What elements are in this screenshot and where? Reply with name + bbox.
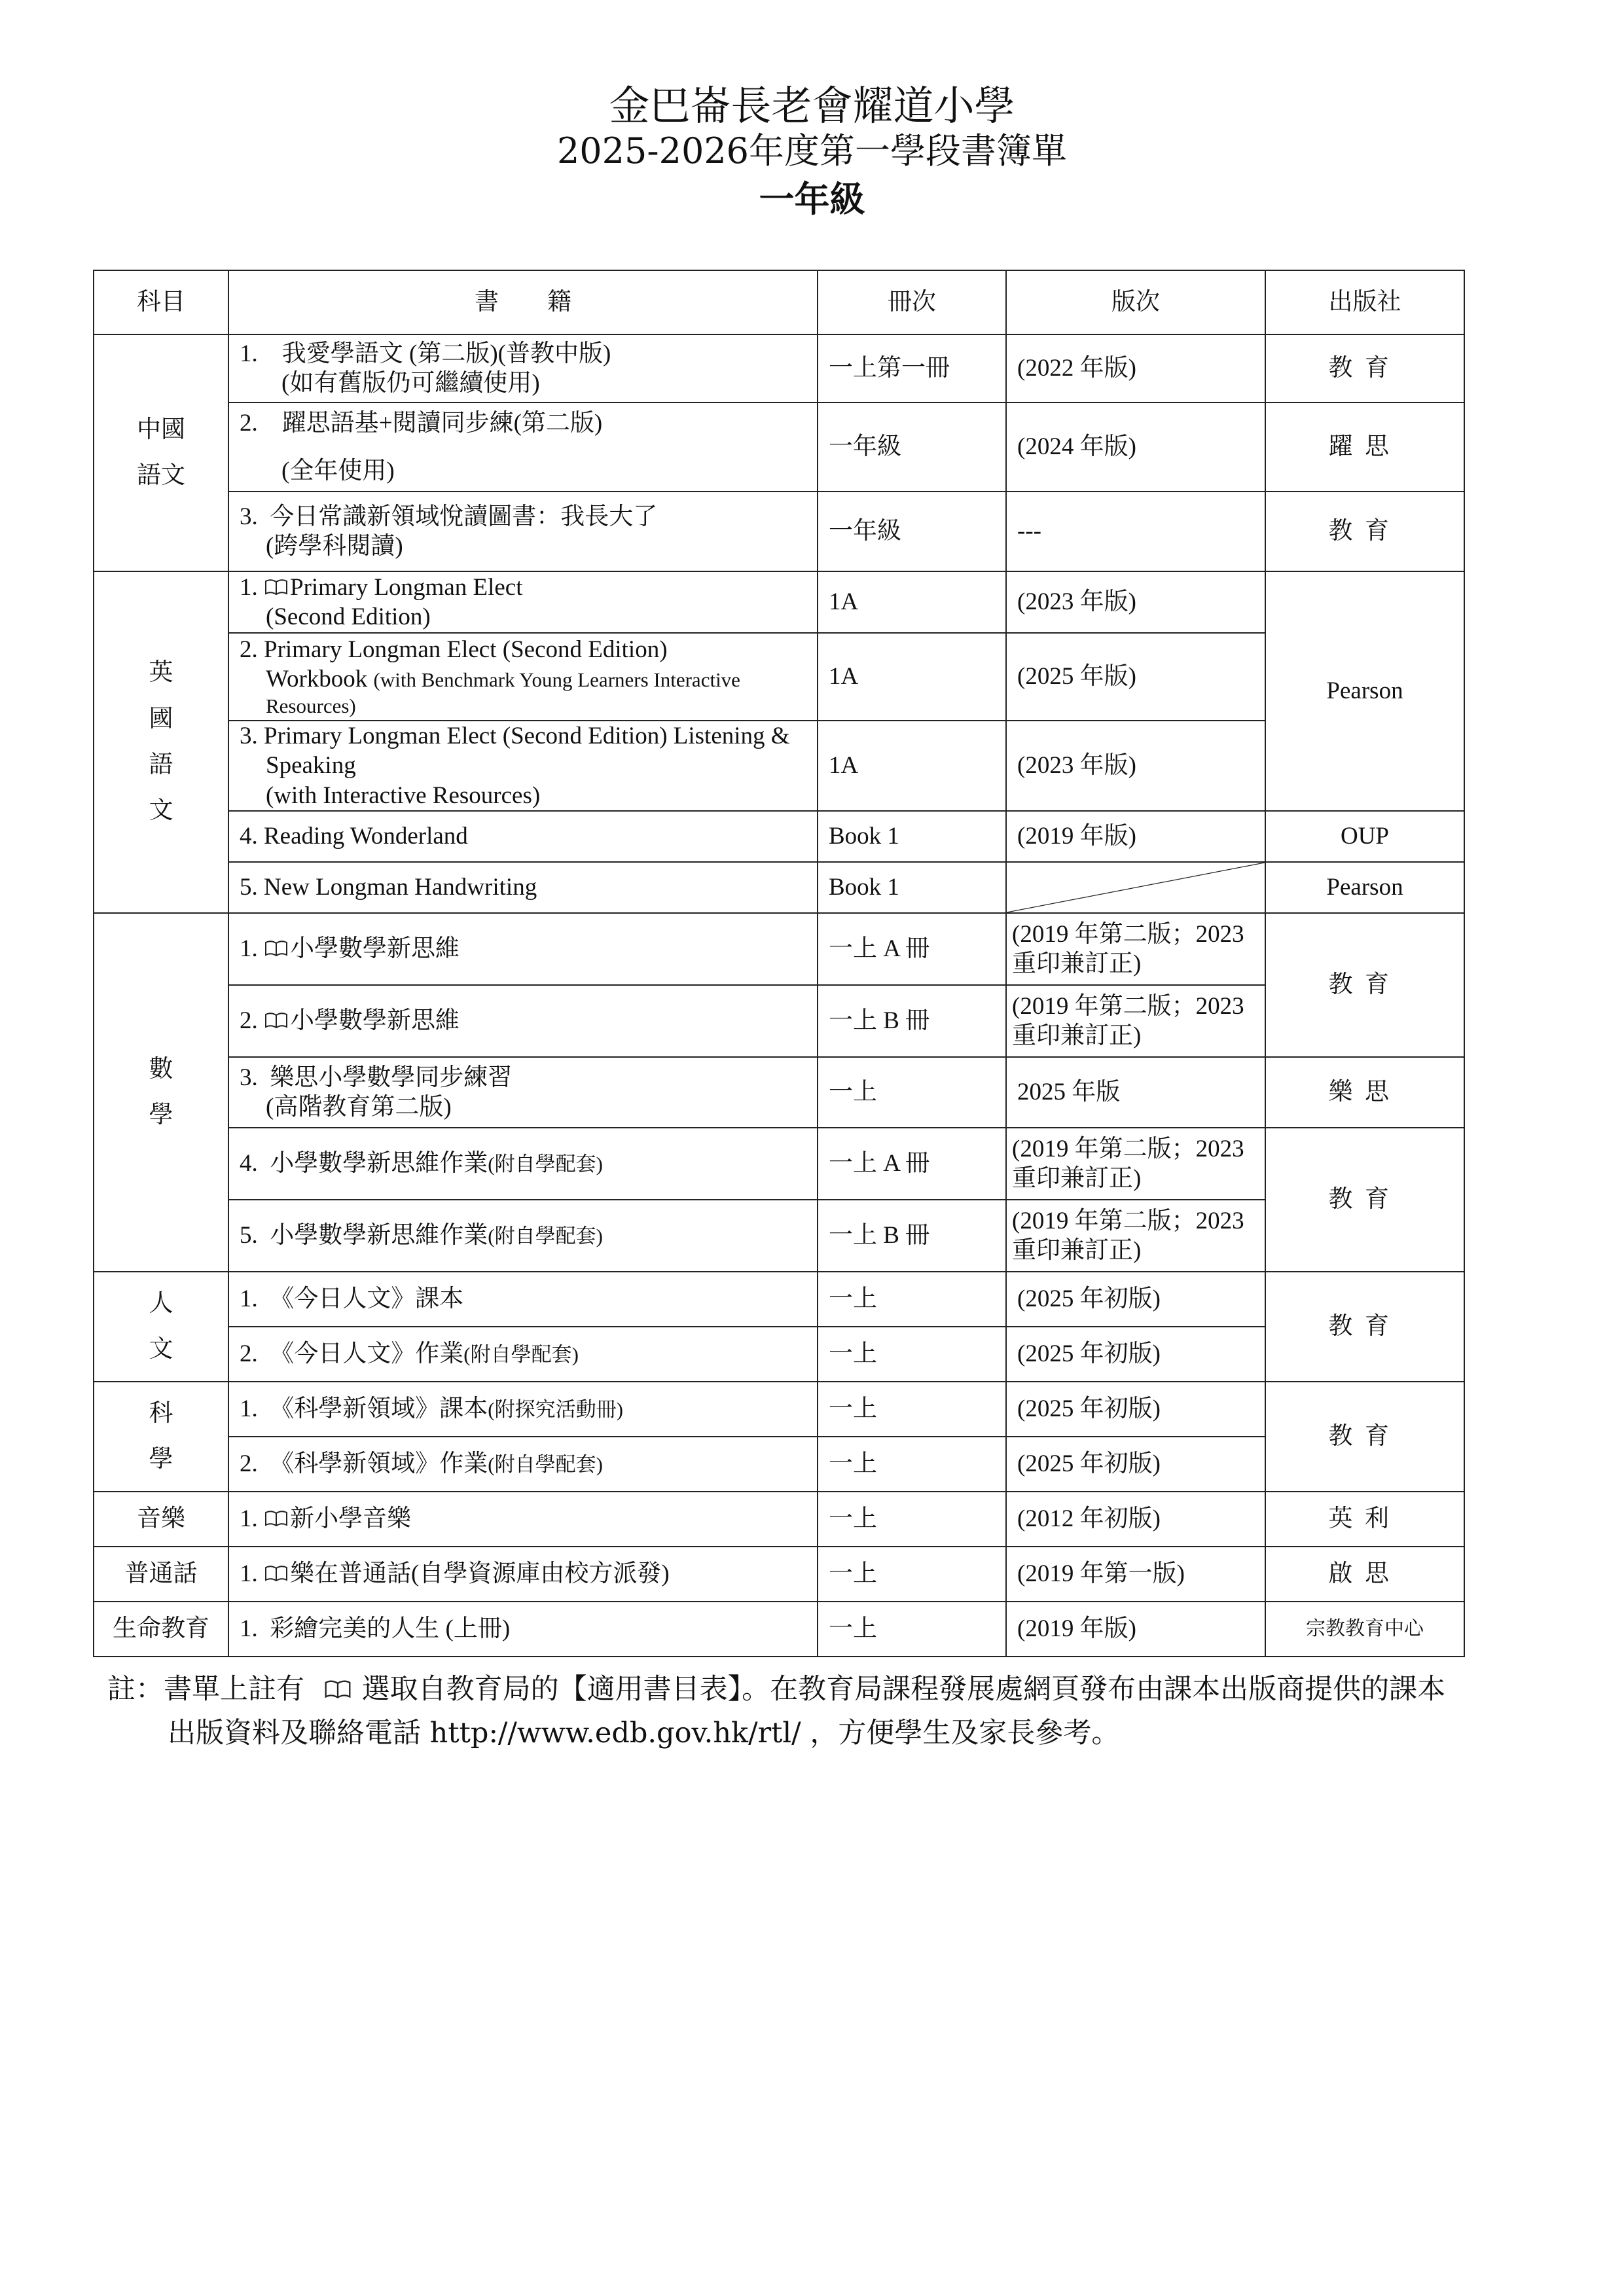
volume-cell: 一上第一冊 bbox=[818, 334, 1006, 403]
volume-cell: 一上 bbox=[818, 1272, 1006, 1327]
subject-humanities: 人 文 bbox=[94, 1272, 228, 1382]
book-list-table bbox=[93, 270, 1465, 1657]
book-cell: 1. 我愛學語文 (第二版)(普教中版) (如有舊版仍可繼續使用) bbox=[228, 334, 818, 403]
table-row bbox=[94, 1547, 1464, 1602]
volume-cell: 一上 bbox=[818, 1382, 1006, 1437]
publisher-cell: 宗教教育中心 bbox=[1265, 1602, 1464, 1657]
subject-life-education: 生命教育 bbox=[94, 1602, 228, 1657]
volume-cell: 一上 bbox=[818, 1547, 1006, 1602]
table-row bbox=[94, 811, 1464, 862]
open-book-icon bbox=[264, 578, 289, 596]
publisher-cell: 教育 bbox=[1265, 913, 1464, 1057]
edition-cell: (2023 年版) bbox=[1006, 721, 1265, 811]
book-cell: 5. 小學數學新思維作業(附自學配套) bbox=[228, 1200, 818, 1272]
publisher-cell: 樂思 bbox=[1265, 1057, 1464, 1128]
subject-english: 英 國 語 文 bbox=[94, 571, 228, 913]
subject-science: 科 學 bbox=[94, 1382, 228, 1492]
header-publisher: 出版社 bbox=[1265, 270, 1464, 334]
book-cell: 1. 彩繪完美的人生 (上冊) bbox=[228, 1602, 818, 1657]
school-name: 金巴崙長老會耀道小學 bbox=[609, 82, 1015, 130]
term-title: 2025-2026年度第一學段書簿單 bbox=[556, 130, 1068, 171]
table-row bbox=[94, 721, 1464, 811]
publisher-cell: Pearson bbox=[1265, 862, 1464, 913]
subject-math: 數 學 bbox=[94, 913, 228, 1272]
table-row bbox=[94, 334, 1464, 403]
publisher-cell: 教育 bbox=[1265, 1128, 1464, 1272]
table-row bbox=[94, 913, 1464, 985]
volume-cell: 一上 A 冊 bbox=[818, 1128, 1006, 1200]
table-row bbox=[94, 571, 1464, 633]
volume-cell: 一上 bbox=[818, 1492, 1006, 1547]
edition-cell: 2025 年版 bbox=[1006, 1057, 1265, 1128]
table-row bbox=[94, 1437, 1464, 1492]
edition-cell: (2019 年第二版；2023 重印兼訂正) bbox=[1006, 1200, 1265, 1272]
volume-cell: 1A bbox=[818, 721, 1006, 811]
volume-cell: 一上 bbox=[818, 1437, 1006, 1492]
publisher-cell: 教育 bbox=[1265, 1382, 1464, 1492]
edition-cell: (2012 年初版) bbox=[1006, 1492, 1265, 1547]
publisher-cell: 教育 bbox=[1265, 492, 1464, 571]
book-cell: 2. 小學數學新思維 bbox=[228, 985, 818, 1057]
volume-cell: 一上 A 冊 bbox=[818, 913, 1006, 985]
open-book-icon bbox=[323, 1679, 353, 1700]
book-cell: 1. 小學數學新思維 bbox=[228, 913, 818, 985]
edition-cell: (2023 年版) bbox=[1006, 571, 1265, 633]
open-book-icon bbox=[264, 939, 289, 958]
volume-cell: 1A bbox=[818, 571, 1006, 633]
volume-cell: 一年級 bbox=[818, 492, 1006, 571]
publisher-cell: 躍思 bbox=[1265, 403, 1464, 492]
publisher-cell: 英利 bbox=[1265, 1492, 1464, 1547]
edition-cell: (2019 年第一版) bbox=[1006, 1547, 1265, 1602]
edition-cell: (2019 年第二版；2023 重印兼訂正) bbox=[1006, 1128, 1265, 1200]
header-subject: 科目 bbox=[94, 270, 228, 334]
edition-cell: (2022 年版) bbox=[1006, 334, 1265, 403]
book-cell: 5. New Longman Handwriting bbox=[228, 862, 818, 913]
book-cell: 2. 《科學新領域》作業(附自學配套) bbox=[228, 1437, 818, 1492]
table-row bbox=[94, 403, 1464, 492]
publisher-cell: Pearson bbox=[1265, 571, 1464, 811]
edition-cell: --- bbox=[1006, 492, 1265, 571]
table-row bbox=[94, 1602, 1464, 1657]
table-row bbox=[94, 985, 1464, 1057]
table-row bbox=[94, 1327, 1464, 1382]
diagonal-line bbox=[1007, 863, 1265, 912]
table-row bbox=[94, 1057, 1464, 1128]
table-row bbox=[94, 1382, 1464, 1437]
book-cell: 3. Primary Longman Elect (Second Edition) Listening & Speaking (with Interactive Resources) bbox=[228, 721, 818, 811]
header-edition: 版次 bbox=[1006, 270, 1265, 334]
volume-cell: 一上 bbox=[818, 1327, 1006, 1382]
edition-cell: (2019 年版) bbox=[1006, 811, 1265, 862]
book-cell: 1. 《今日人文》課本 bbox=[228, 1272, 818, 1327]
volume-cell: Book 1 bbox=[818, 862, 1006, 913]
volume-cell: 1A bbox=[818, 633, 1006, 721]
table-row bbox=[94, 1128, 1464, 1200]
volume-cell: 一上 B 冊 bbox=[818, 985, 1006, 1057]
subject-putonghua: 普通話 bbox=[94, 1547, 228, 1602]
book-cell: 2. Primary Longman Elect (Second Edition) Workbook (with Benchmark Young Learners Interactive Resources) bbox=[228, 633, 818, 721]
edition-cell: (2019 年第二版；2023 重印兼訂正) bbox=[1006, 985, 1265, 1057]
edition-cell: (2025 年版) bbox=[1006, 633, 1265, 721]
open-book-icon bbox=[264, 1564, 289, 1583]
edition-cell: (2025 年初版) bbox=[1006, 1272, 1265, 1327]
edition-cell: (2025 年初版) bbox=[1006, 1382, 1265, 1437]
publisher-cell: OUP bbox=[1265, 811, 1464, 862]
publisher-cell: 教育 bbox=[1265, 1272, 1464, 1382]
book-cell: 3. 樂思小學數學同步練習 (高階教育第二版) bbox=[228, 1057, 818, 1128]
header-book: 書 籍 bbox=[228, 270, 818, 334]
open-book-icon bbox=[264, 1011, 289, 1030]
table-row bbox=[94, 1200, 1464, 1272]
header-volume: 冊次 bbox=[818, 270, 1006, 334]
publisher-cell: 啟思 bbox=[1265, 1547, 1464, 1602]
publisher-cell: 教育 bbox=[1265, 334, 1464, 403]
edition-cell: (2025 年初版) bbox=[1006, 1437, 1265, 1492]
book-cell: 3. 今日常識新領域悅讀圖書：我長大了 (跨學科閱讀) bbox=[228, 492, 818, 571]
book-cell: 2. 躍思語基+閱讀同步練(第二版) (全年使用) bbox=[228, 403, 818, 492]
table-header-row bbox=[94, 270, 1464, 334]
grade-title: 一年級 bbox=[759, 178, 865, 220]
book-cell: 1. 《科學新領域》課本(附探究活動冊) bbox=[228, 1382, 818, 1437]
volume-cell: Book 1 bbox=[818, 811, 1006, 862]
table-row bbox=[94, 492, 1464, 571]
book-cell: 4. 小學數學新思維作業(附自學配套) bbox=[228, 1128, 818, 1200]
volume-cell: 一年級 bbox=[818, 403, 1006, 492]
subject-music: 音樂 bbox=[94, 1492, 228, 1547]
volume-cell: 一上 bbox=[818, 1057, 1006, 1128]
book-cell: 1. 新小學音樂 bbox=[228, 1492, 818, 1547]
volume-cell: 一上 bbox=[818, 1602, 1006, 1657]
book-cell: 1. 樂在普通話(自學資源庫由校方派發) bbox=[228, 1547, 818, 1602]
book-cell: 1. Primary Longman Elect (Second Edition) bbox=[228, 571, 818, 633]
book-cell: 2. 《今日人文》作業(附自學配套) bbox=[228, 1327, 818, 1382]
edition-cell: (2019 年第二版；2023 重印兼訂正) bbox=[1006, 913, 1265, 985]
table-row bbox=[94, 1492, 1464, 1547]
table-row bbox=[94, 862, 1464, 913]
edition-cell: (2024 年版) bbox=[1006, 403, 1265, 492]
edition-cell: (2019 年版) bbox=[1006, 1602, 1265, 1657]
table-row bbox=[94, 1272, 1464, 1327]
book-cell: 4. Reading Wonderland bbox=[228, 811, 818, 862]
open-book-icon bbox=[264, 1509, 289, 1528]
volume-cell: 一上 B 冊 bbox=[818, 1200, 1006, 1272]
footnote: 註：書單上註有 選取自教育局的【適用書目表】。在教育局課程發展處網頁發布由課本出版商提供的課本 出版資料及聯絡電話 http://www.edb.gov.hk/rtl/ ，方便學生及家長參考。 bbox=[107, 1673, 1446, 1749]
table-row bbox=[94, 633, 1464, 721]
subject-chinese: 中國 語文 bbox=[94, 334, 228, 571]
edition-cell-empty bbox=[1006, 862, 1265, 913]
edition-cell: (2025 年初版) bbox=[1006, 1327, 1265, 1382]
